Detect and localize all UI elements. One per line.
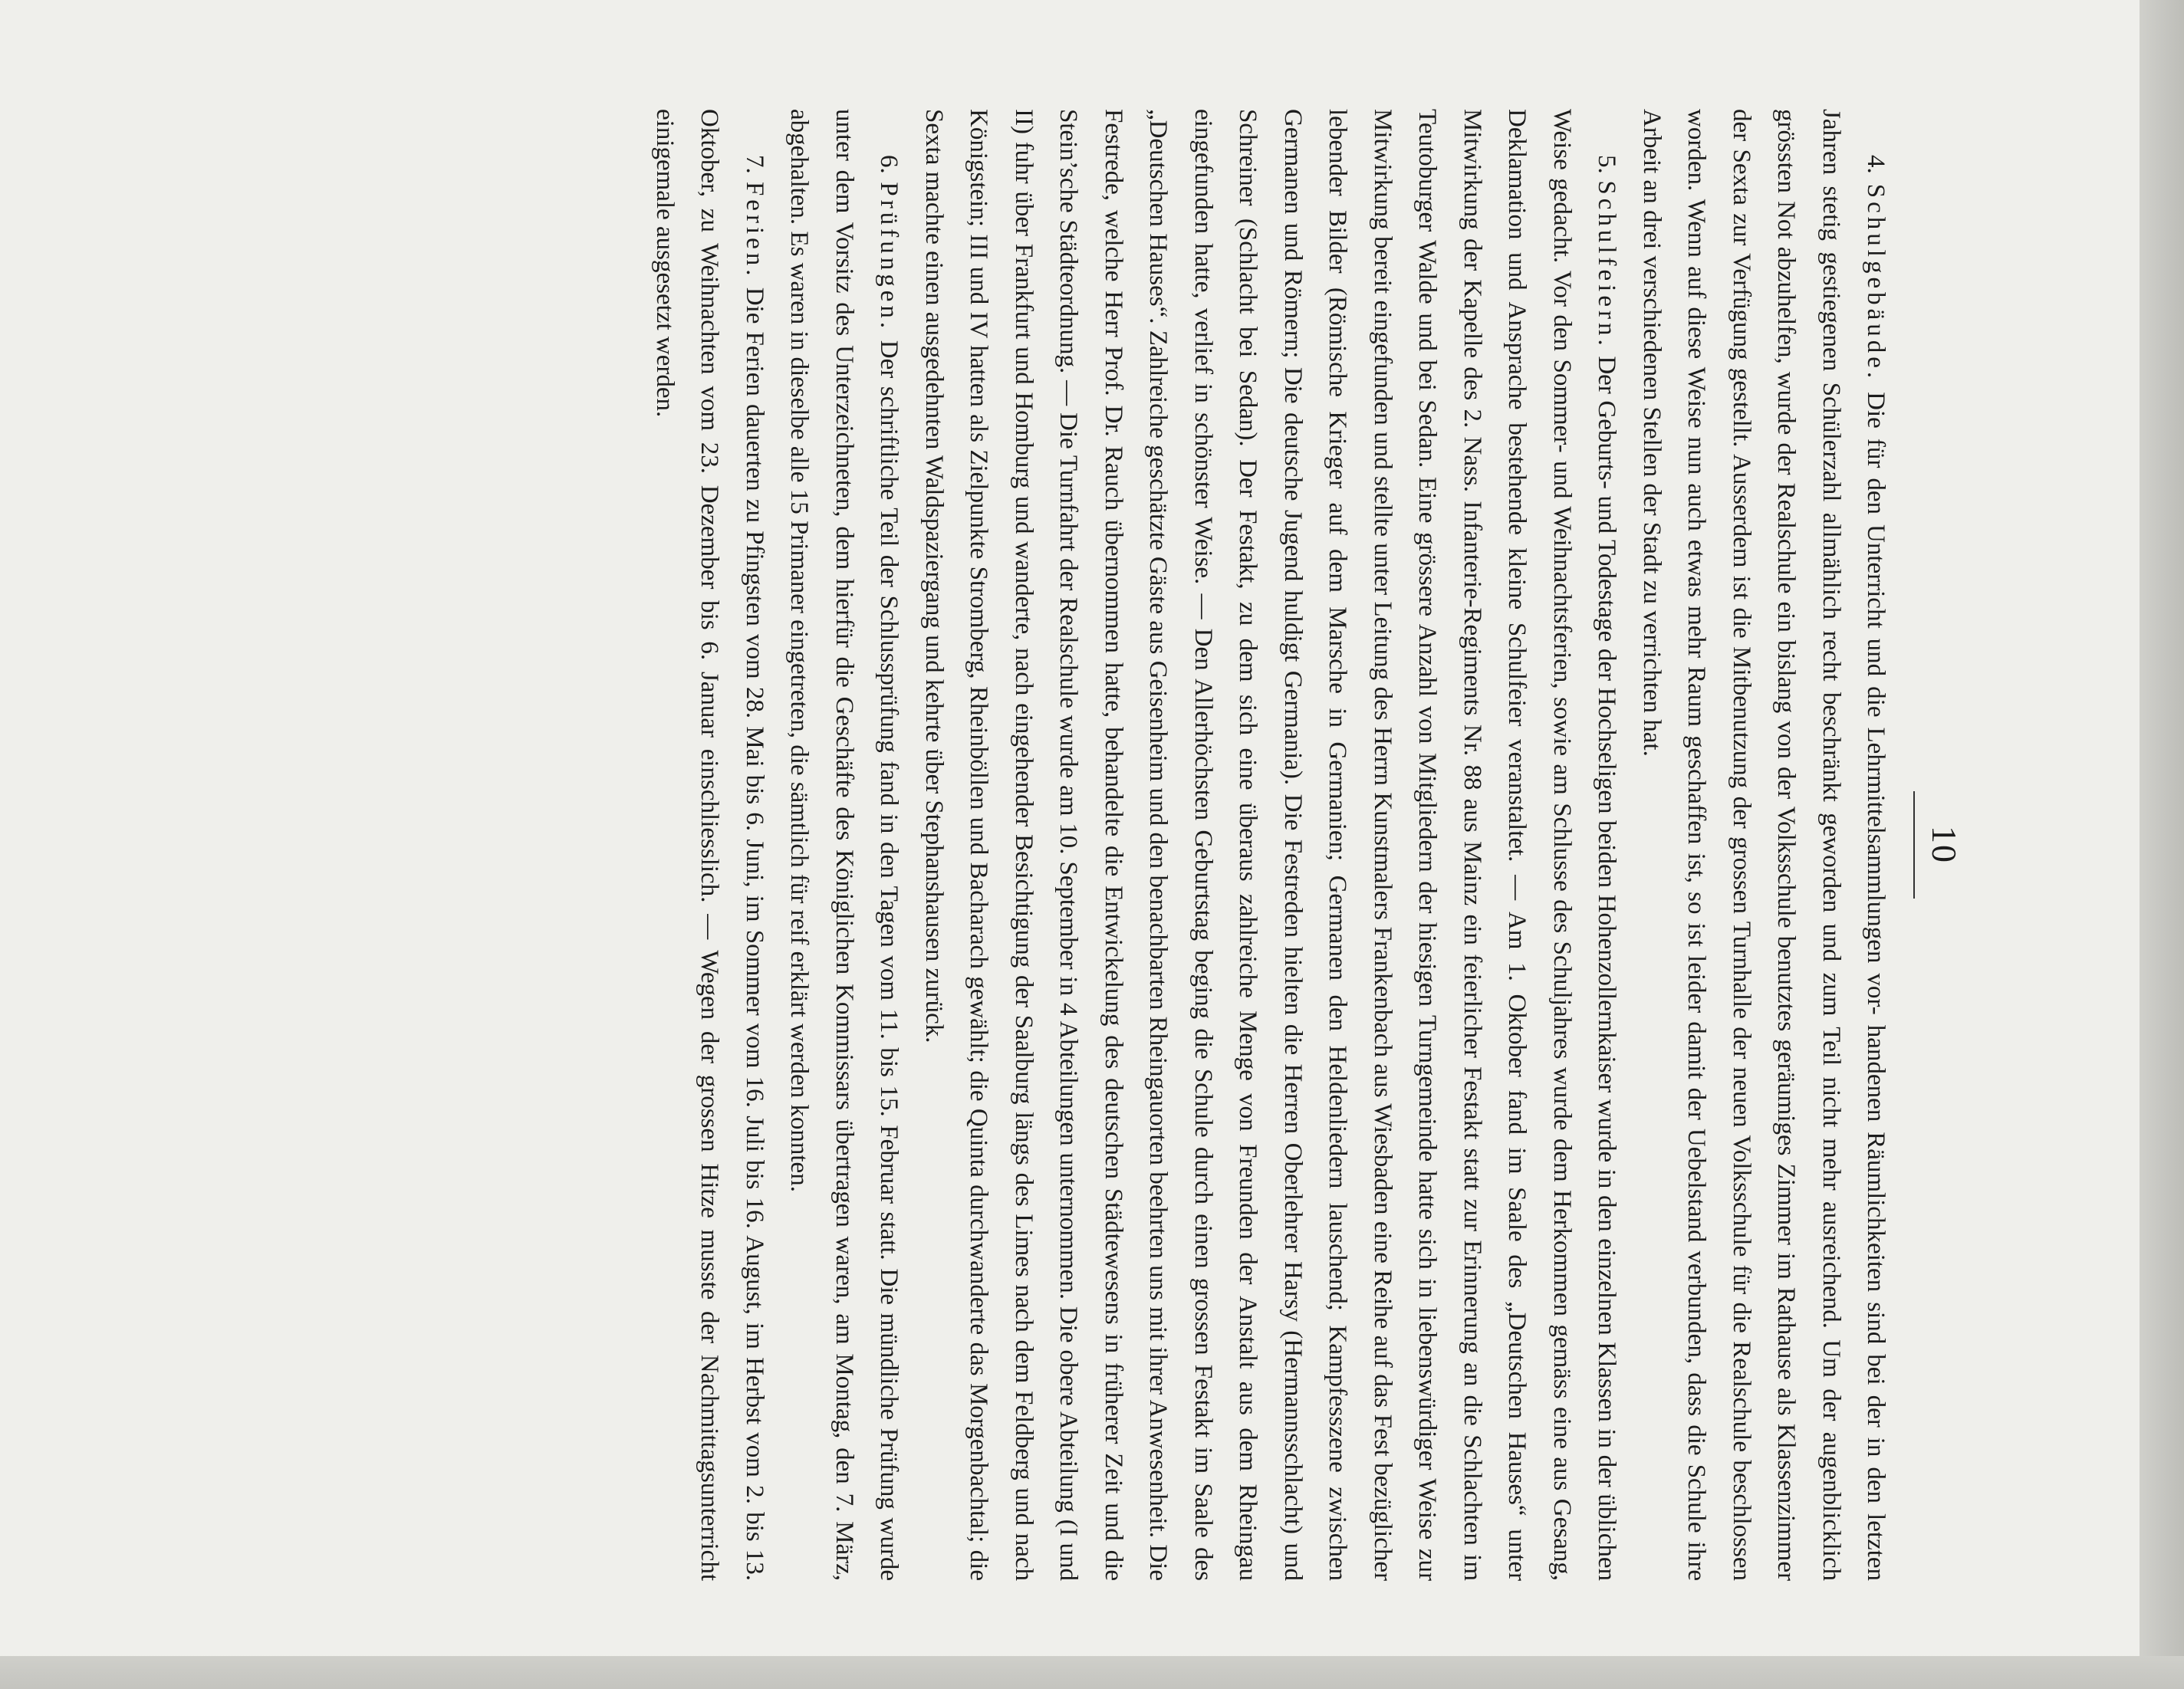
section-title: Prüfungen.	[875, 182, 903, 333]
paragraph-ferien	[643, 109, 778, 1581]
section-lead: 5.	[1593, 155, 1621, 174]
paragraph-schulfeiern	[912, 109, 1630, 1581]
page-number-rule	[1914, 791, 1916, 899]
section-text: Die Ferien dauerten zu Pfingsten vom 28. Mai bis 6. Juni, im Sommer vom 16. Juli bis 16. August, im Herbst vom 2. bis 13. Oktober, zu Weihnachten vom 23. Dezember bis 6. Januar einschliesslich. — Wegen der grossen Hitze musste der Nachmittagsunterricht einigemale ausgesetzt werden.	[651, 109, 768, 1582]
page-number: 10	[1925, 826, 1964, 864]
section-lead: 4.	[1862, 155, 1890, 174]
section-title: Schulgebäude.	[1862, 183, 1890, 383]
paragraph-pruefungen	[777, 109, 912, 1581]
section-lead: 6.	[875, 155, 903, 174]
section-text: Die für den Unterricht und die Lehrmittelsammlungen vor-	[1862, 392, 1890, 1015]
paragraph-schulgebaeude	[1630, 109, 1899, 1581]
rotated-text-block	[164, 78, 2020, 1612]
page-edge-shadow	[2140, 0, 2184, 1689]
section-title: Ferien.	[741, 181, 768, 280]
section-text: Der schriftliche Teil der Schlussprüfung fand in den Tagen vom 11. bis 15. Februar statt. Die mündliche Prüfung wurde unter dem Vorsitz des Unterzeichneten, dem hierfür die Geschäfte des Königlichen Kommissars übertragen waren, am Montag, den 7. März, abgehalten. Es waren in dieselbe alle 15 Primaner eingetreten, die sämtlich für reif erklärt werden konnten.	[785, 109, 903, 1582]
section-title: Schulfeiern.	[1593, 180, 1621, 350]
page-bottom-edge	[0, 1656, 2184, 1689]
section-text: Der Geburts- und Todestage der Hochseligen beiden Hohenzollernkaiser wurde in den einzelnen Klassen in der üblichen Weise gedacht. Vor den Sommer- und Weihnachtsferien, sowie am Schlusse des Schuljahres wurde dem Herkommen gemäss eine aus Gesang, Deklamation und Ansprache bestehende kleine Schulfeier veranstaltet. — Am 1. Oktober fand im Saale des „Deutschen Hauses“ unter Mitwirkung der Kapelle des 2. Nass. Infanterie-Regiments Nr. 88 aus Mainz ein feierlicher Festakt statt zur Erinnerung an die Schlachten im Teutoburger Walde und bei Sedan. Eine grössere Anzahl von Mitgliedern der hiesigen Turngemeinde hatte sich in liebenswürdiger Weise zur Mitwirkung bereit eingefunden und stellte unter Leitung des Herrn Kunstmalers Frankenbach aus Wiesbaden eine Reihe auf das Fest bezüglicher lebender Bilder (Römische Krieger auf dem Marsche in Germanien; Germanen den Heldenliedern lauschend; Kampfesszene zwischen Germanen und Römern; Die deutsche Jugend huldigt Germania). Die Festreden hielten die Herren Oberlehrer Harsy (Hermannsschlacht) und Schreiner (Schlacht bei Sedan). Der Festakt, zu dem sich eine überaus zahlreiche Menge von Freunden der Anstalt aus dem Rheingau eingefunden hatte, verlief in schönster Weise. — Den Allerhöchsten Geburtstag beging die Schule durch einen grossen Festakt im Saale des „Deutschen Hauses“. Zahlreiche geschätzte Gäste aus Geisenheim und den benachbarten Rheingauorten beehrten uns mit ihrer Anwesenheit. Die Festrede, welche Herr Prof. Dr. Rauch übernommen hatte, behandelte die Entwickelung des deutschen Städtewesens in früherer Zeit und die Stein’sche Städteordnung. — Die Turnfahrt der Realschule wurde am 10. September in 4 Abteilungen unternommen. Die obere Abteilung (I und II) fuhr über Frankfurt und Homburg und wanderte, nach eingehender Besichtigung der Saalburg längs des Limes nach dem Feldberg und nach Königstein; III und IV hatten als Zielpunkte Stromberg, Rheinböllen und Bacharach gewählt; die Quinta durchwanderte das Morgenbachtal; die Sexta machte einen ausgedehnten Waldspaziergang und kehrte über Stephanshausen zurück.	[920, 109, 1621, 1582]
section-text-continued: handenen Räumlichkeiten sind bei der in den letzten Jahren stetig gestiegenen Schülerzahl allmählich recht beschränkt geworden und zum Teil nicht mehr ausreichend. Um der augenblicklich grössten Not abzuhelfen, wurde der Realschule ein bislang von der Volksschule benutztes geräumiges Zimmer im Rathause als Klassenzimmer der Sexta zur Verfügung gestellt. Ausserdem ist die Mitbenutzung der grossen Turnhalle der neuen Volksschule für die Realschule beschlossen worden. Wenn auf diese Weise nun auch etwas mehr Raum geschaffen ist, so ist leider damit der Uebelstand verbunden, dass die Schule ihre Arbeit an drei verschiedenen Stellen der Stadt zu verrichten hat.	[1638, 109, 1890, 1582]
section-lead: 7.	[741, 155, 768, 174]
